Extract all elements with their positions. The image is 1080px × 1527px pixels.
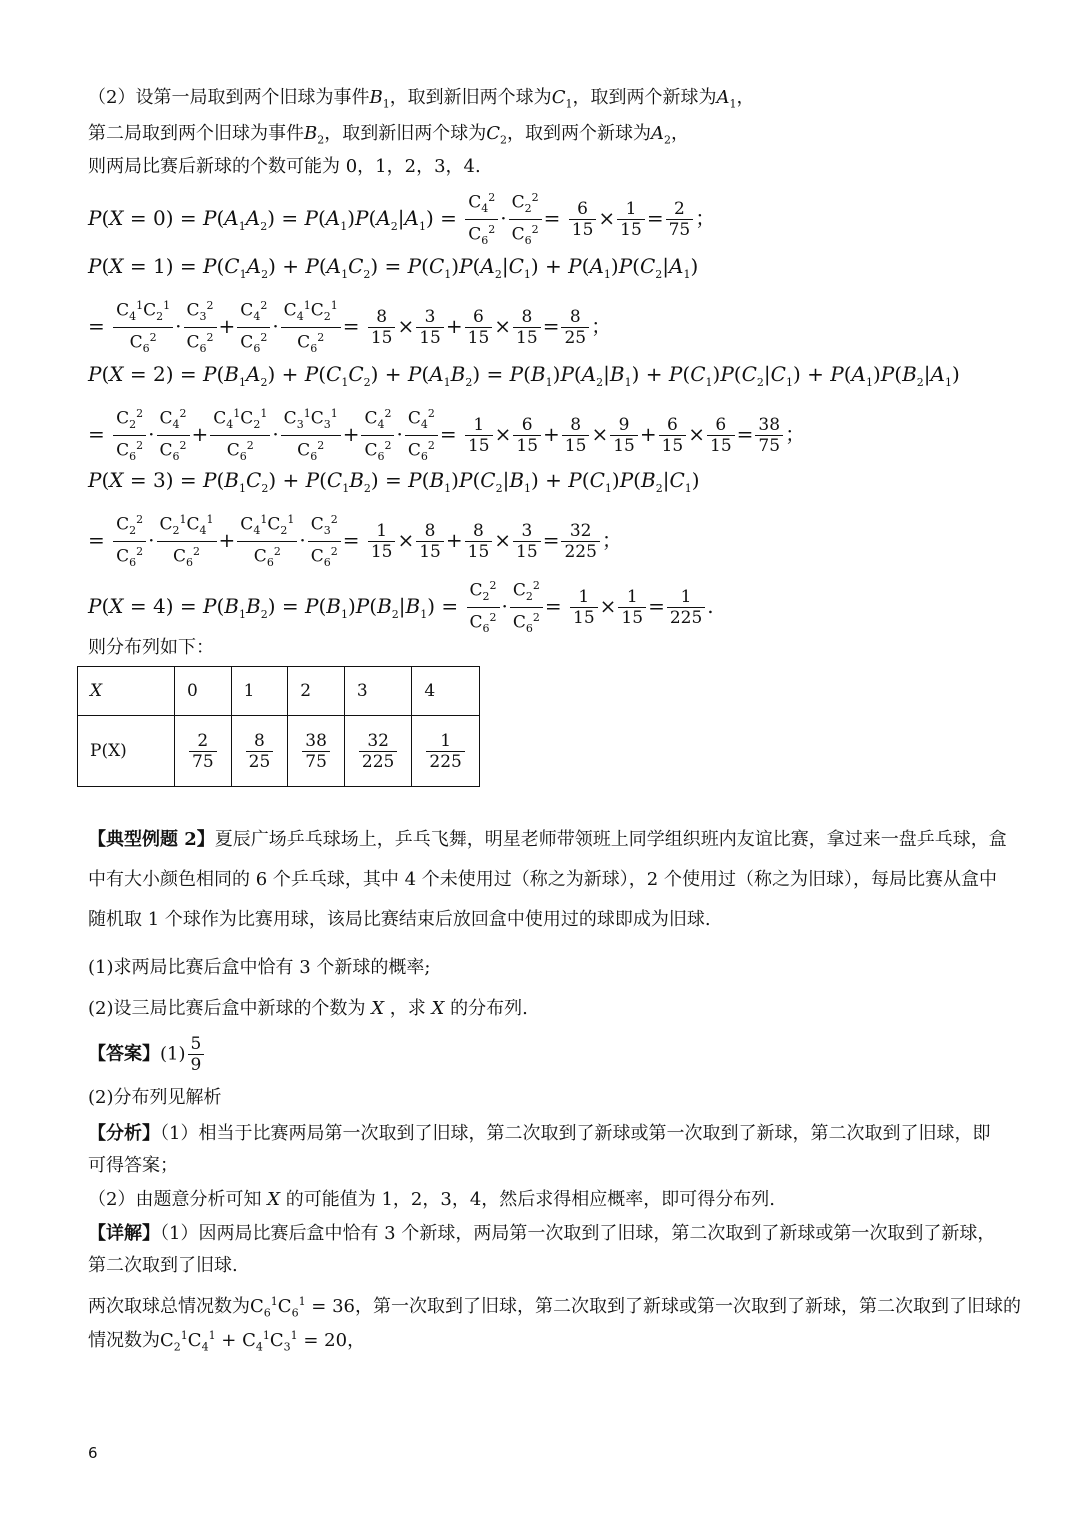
table-cell-p0: $\frac{2}{75}$ — [175, 716, 232, 787]
page-number: 6 — [88, 1444, 98, 1462]
table-row-px — [78, 716, 480, 787]
table-intro: 则分布列如下： — [88, 637, 214, 658]
formula-px4: $P(X = 4) = P(B_1B_2) = P(B_1)P(B_2|B_1)$ = $\frac{C_2^2}{C_6^2}$ · $\frac{C_2^2}{C_6^2}$ = $\frac{1}{15}$ × $\frac{1}{15}$ = $\frac{1}{225}$ . — [88, 576, 714, 639]
formula-px2-a: $P(X = 2) = P(B_1A_2) + P(C_1C_2) + P(A_1B_2) = P(B_1)P(A_2|B_1) + P(C_1)P(C_2|C_1) + P(A_1)P(B_2|A_1)$ — [88, 362, 960, 389]
formula-px3-a: $P(X = 3) = P(B_1C_2) + P(C_1B_2) = P(B_1)P(C_2|B_1) + P(C_1)P(B_2|C_1)$ — [88, 468, 700, 495]
part2-line-2: 第二局取到两个旧球为事件$B_2$，取到新旧两个球为$C_2$，取到两个新球为$A_2$， — [88, 123, 690, 147]
part2-line-3: 则两局比赛后新球的个数可能为 0，1，2，3，4. — [88, 156, 481, 177]
table-header-px: P(X) — [78, 716, 175, 787]
example2-analysis: 【分析】（1）相当于比赛两局第一次取到了旧球，第二次取到了新球或第一次取到了新球，第二次取到了旧球，即可得答案； — [88, 1123, 991, 1176]
example2-detail-1: 【详解】（1）因两局比赛后盒中恰有 3 个新球，两局第一次取到了旧球，第二次取到了新球或第一次取到了新球，第二次取到了旧球. — [88, 1223, 996, 1276]
table-cell-x0: 0 — [175, 667, 232, 716]
example2-statement: 【典型例题 2】夏辰广场乒乓球场上，乒乓飞舞，明星老师带领班上同学组织班内友谊比赛，拿过来一盘乒乓球，盒中有大小颜色相同的 6 个乒乓球，其中 4 个未使用过（称之为新球），2 个使用过（称之为旧球），每局比赛从盒中随机取 1 个球作为比赛用球，该局比赛结束后放回盒中使用过的球即成为旧球. — [88, 829, 1007, 930]
table-cell-p4: $\frac{1}{225}$ — [412, 716, 479, 787]
table-cell-p3: $\frac{32}{225}$ — [344, 716, 411, 787]
example2-answer: 【答案】(1) $\frac{5}{9}$ — [88, 1034, 206, 1075]
table-cell-x1: 1 — [231, 667, 288, 716]
formula-px2-b: = $\frac{C_2^2}{C_6^2}$ · $\frac{C_4^2}{C_6^2}$ + $\frac{C_4^1C_2^1}{C_6^2}$ · $\frac{C_3^1C_3^1}{C_6^2}$ + $\frac{C_4^2}{C_6^2}$ · $\frac{C_4^2}{C_6^2}$ = $\frac{1}{15}$ × $\frac{6}{15}$ + $\frac{8}{15}$ × $\frac{9}{15}$ + $\frac{6}{15}$ × $\frac{6}{15}$ = $\frac{38}{75}$ ； — [88, 404, 805, 467]
distribution-table — [77, 666, 480, 787]
table-header-x: X — [78, 667, 175, 716]
table-row-x — [78, 667, 480, 716]
example2-detail-2: 两次取球总情况数为$C_6^1C_6^1 = 36$，第一次取到了旧球，第二次取到了新球或第一次取到了新球，第二次取到了旧球的 — [88, 1295, 1021, 1320]
example2-q1: (1)求两局比赛后盒中恰有 3 个新球的概率; — [88, 957, 431, 978]
table-cell-p2: $\frac{38}{75}$ — [288, 716, 345, 787]
example2-answer-2: (2)分布列见解析 — [88, 1087, 222, 1108]
formula-px1-b: = $\frac{C_4^1C_2^1}{C_6^2}$ · $\frac{C_3^2}{C_6^2}$ + $\frac{C_4^2}{C_6^2}$ · $\frac{C_4^1C_2^1}{C_6^2}$ = $\frac{8}{15}$ × $\frac{3}{15}$ + $\frac{6}{15}$ × $\frac{8}{15}$ = $\frac{8}{25}$ ； — [88, 296, 611, 359]
example2-detail-3: 情况数为$C_2^1C_4^1 + C_4^1C_3^1 = 20$， — [88, 1329, 366, 1354]
part2-line-1: （2）设第一局取到两个旧球为事件$B_1$，取到新旧两个球为$C_1$，取到两个新球为$A_1$， — [88, 87, 755, 111]
formula-px3-b: = $\frac{C_2^2}{C_6^2}$ · $\frac{C_2^1C_4^1}{C_6^2}$ + $\frac{C_4^1C_2^1}{C_6^2}$ · $\frac{C_3^2}{C_6^2}$ = $\frac{1}{15}$ × $\frac{8}{15}$ + $\frac{8}{15}$ × $\frac{3}{15}$ = $\frac{32}{225}$ ； — [88, 510, 622, 573]
table-cell-x4: 4 — [412, 667, 479, 716]
formula-px0: $P(X = 0) = P(A_1A_2) = P(A_1)P(A_2|A_1)$ = $\frac{C_4^2}{C_6^2}$ · $\frac{C_2^2}{C_6^2}$ = $\frac{6}{15}$ × $\frac{1}{15}$ = $\frac{2}{75}$ ； — [88, 188, 715, 251]
table-cell-x2: 2 — [288, 667, 345, 716]
table-cell-x3: 3 — [344, 667, 411, 716]
table-cell-p1: $\frac{8}{25}$ — [231, 716, 288, 787]
example2-analysis-2: （2）由题意分析可知 X 的可能值为 1，2，3，4，然后求得相应概率，即可得分布列. — [88, 1189, 775, 1210]
formula-px1-a: $P(X = 1) = P(C_1A_2) + P(A_1C_2) = P(C_1)P(A_2|C_1) + P(A_1)P(C_2|A_1)$ — [88, 254, 699, 281]
example2-q2: (2)设三局比赛后盒中新球的个数为 X ，求 X 的分布列. — [88, 998, 528, 1019]
